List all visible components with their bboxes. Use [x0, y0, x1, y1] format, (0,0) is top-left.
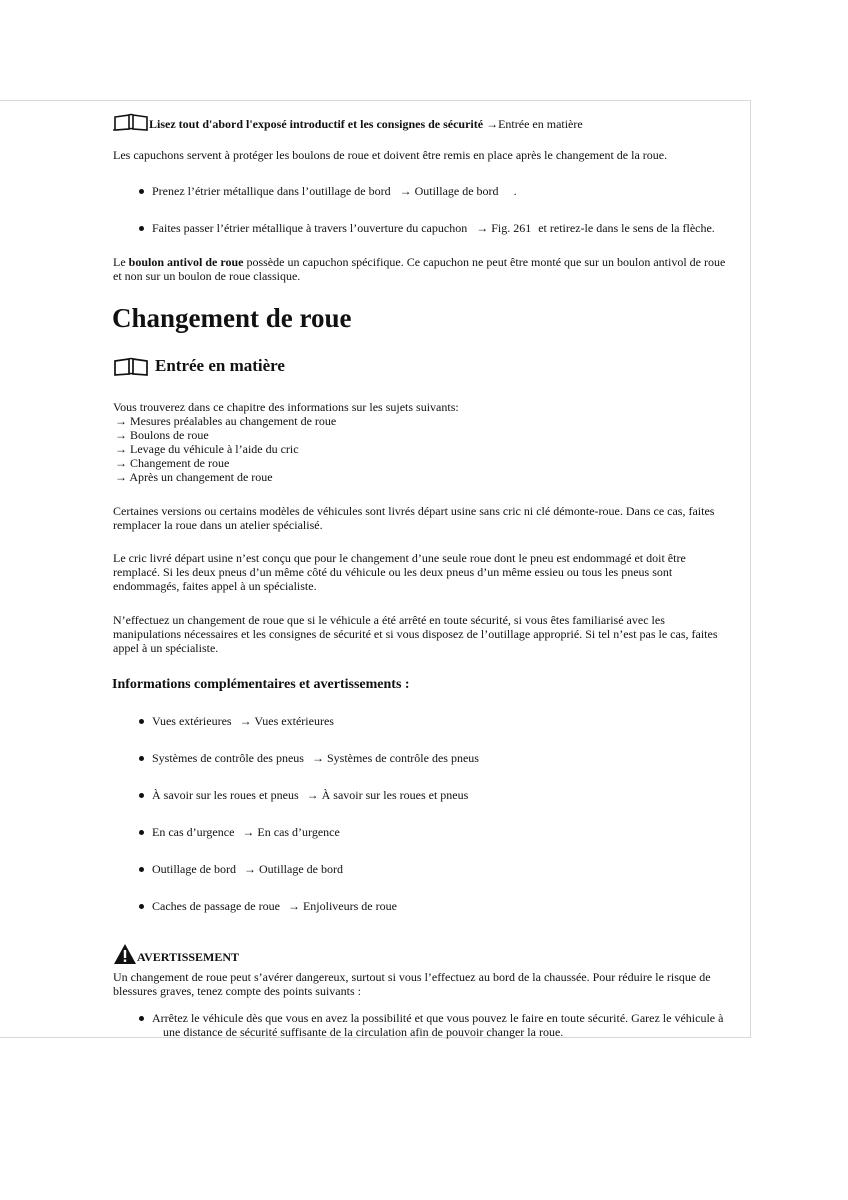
info-item-text: En cas d’urgence	[152, 825, 235, 839]
step-2-link[interactable]: → Fig. 261	[476, 221, 532, 235]
info-item-link[interactable]: → En cas d’urgence	[242, 825, 340, 839]
info-item-link[interactable]: → Outillage de bord	[243, 862, 343, 876]
warning-title: AVERTISSEMENT	[137, 950, 240, 964]
step-2-after: et retirez-le dans le sens de la flèche.	[538, 221, 715, 235]
intro-link[interactable]: →Entrée en matière	[486, 117, 583, 131]
warning-icon	[113, 943, 137, 965]
step-2-text: Faites passer l’étrier métallique à travers l’ouverture du capuchon	[152, 221, 468, 235]
para-line: appel à un spécialiste.	[113, 641, 219, 655]
topic-link[interactable]: → Mesures préalables au changement de roue	[115, 414, 337, 428]
bullet	[139, 867, 144, 872]
bullet	[139, 830, 144, 835]
topics-intro: Vous trouverez dans ce chapitre des informations sur les sujets suivants:	[113, 400, 459, 414]
warning-text	[113, 970, 711, 998]
topics-list	[115, 414, 336, 484]
para-line: Certaines versions ou certains modèles de véhicules sont livrés départ usine sans cric ni clé démonte-roue. Dans ce cas, faites	[113, 504, 715, 518]
subtitle-label: Entrée en matière	[155, 356, 285, 376]
para-line: N’effectuez un changement de roue que si le véhicule a été arrêté en toute sécurité, si vous êtes familiarisé avec les	[113, 613, 665, 627]
topic-link[interactable]: → Après un changement de roue	[115, 470, 273, 484]
page-title: Changement de roue	[112, 303, 352, 333]
book-icon	[113, 113, 149, 131]
info-item-text: Vues extérieures	[152, 714, 232, 728]
bullet	[139, 226, 144, 231]
para-line: remplacé. Si les deux pneus d’un même côté du véhicule ou les deux pneus d’un même essieu ou tous les pneus sont	[113, 565, 673, 579]
info-item	[152, 751, 479, 765]
topic-link[interactable]: → Boulons de roue	[115, 428, 209, 442]
para-securite	[113, 613, 718, 655]
info-item-text: Caches de passage de roue	[152, 899, 280, 913]
para-antivol-line2: et non sur un boulon de roue classique.	[113, 269, 301, 283]
bullet	[139, 793, 144, 798]
warning-line: blessures graves, tenez compte des points suivants :	[113, 984, 361, 998]
step-1-after: .	[513, 184, 517, 198]
topic-link[interactable]: → Changement de roue	[115, 456, 230, 470]
warning-bullet-line2: une distance de sécurité suffisante de la circulation afin de pouvoir changer la roue.	[163, 1025, 564, 1039]
info-item-link[interactable]: → Enjoliveurs de roue	[287, 899, 397, 913]
info-item	[152, 788, 468, 802]
step-2	[152, 221, 715, 235]
bullet	[139, 756, 144, 761]
intro-line	[113, 113, 583, 131]
bullet	[139, 1016, 144, 1021]
subtitle	[113, 353, 285, 378]
warning-bullet	[152, 1011, 723, 1039]
info-item	[152, 899, 397, 913]
info-item-text: Systèmes de contrôle des pneus	[152, 751, 304, 765]
info-item	[152, 714, 334, 728]
info-item-link[interactable]: → À savoir sur les roues et pneus	[306, 788, 469, 802]
intro-bold: Lisez tout d'abord l'exposé introductif et les consignes de sécurité	[149, 117, 484, 131]
para-antivol-pre: Le	[113, 255, 129, 269]
step-1-link[interactable]: → Outillage de bord	[399, 184, 499, 198]
para-cric	[113, 551, 686, 593]
book-icon	[113, 356, 149, 376]
bullet	[139, 904, 144, 909]
info-item-text: À savoir sur les roues et pneus	[152, 788, 299, 802]
info-item-link[interactable]: → Vues extérieures	[239, 714, 334, 728]
warning-block	[113, 943, 239, 966]
info-item-link[interactable]: → Systèmes de contrôle des pneus	[311, 751, 479, 765]
step-1-text: Prenez l’étrier métallique dans l’outillage de bord	[152, 184, 391, 198]
para-line: endommagés, faites appel à un spécialiste.	[113, 579, 317, 593]
para-capuchons: Les capuchons servent à protéger les boulons de roue et doivent être remis en place après le changement de la roue.	[113, 148, 668, 162]
warning-bullet-line1: Arrêtez le véhicule dès que vous en avez la possibilité et que vous pouvez le faire en toute sécurité. Garez le véhicule à	[152, 1011, 724, 1025]
info-item	[152, 862, 343, 876]
para-line: Le cric livré départ usine n’est conçu que pour le changement d’une seule roue dont le pneu est endommagé et doit être	[113, 551, 686, 565]
para-line: manipulations nécessaires et les consignes de sécurité et si vous disposez de l’outillage approprié. Si tel n’est pas le cas, faites	[113, 627, 718, 641]
warning-line: Un changement de roue peut s’avérer dangereux, surtout si vous l’effectuez au bord de la chaussée. Pour réduire le risque de	[113, 970, 711, 984]
para-sans-cric	[113, 504, 714, 532]
para-antivol-line1: possède un capuchon spécifique. Ce capuchon ne peut être monté que sur un boulon antivol de roue	[243, 255, 726, 269]
bullet	[139, 719, 144, 724]
topic-link[interactable]: → Levage du véhicule à l’aide du cric	[115, 442, 299, 456]
info-heading: Informations complémentaires et avertissements :	[112, 677, 410, 692]
info-item	[152, 825, 340, 839]
para-line: remplacer la roue dans un atelier spécialisé.	[113, 518, 323, 532]
step-1	[152, 184, 517, 198]
para-antivol-bold: boulon antivol de roue	[128, 255, 244, 269]
para-antivol	[113, 255, 725, 283]
info-item-text: Outillage de bord	[152, 862, 236, 876]
bullet	[139, 189, 144, 194]
